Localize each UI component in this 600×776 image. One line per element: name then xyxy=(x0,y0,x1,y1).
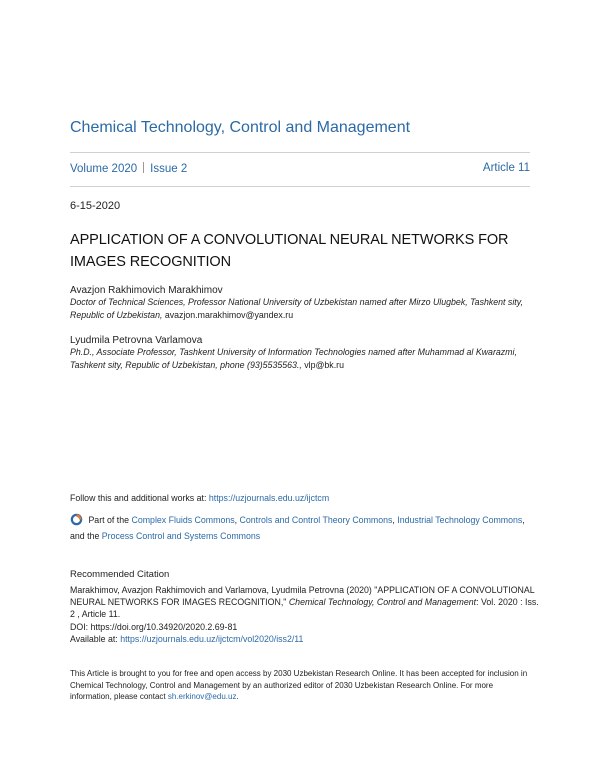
footer-end: . xyxy=(236,692,239,701)
author-affiliation xyxy=(70,346,540,371)
affiliation-text: Doctor of Technical Sciences, Professor National University of Uzbekistan named after Mirzo Ulugbek, Tashkent sity, Republic of Uzbekistan, xyxy=(70,297,523,320)
affiliation-text: Ph.D., Associate Professor, Tashkent University of Information Technologies named after Muhammad al Kwarazmi, Tashkent sity, Republic of Uzbekistan, phone (93)5535563., xyxy=(70,347,517,370)
volume-issue-row xyxy=(70,162,530,175)
publication-date: 6-15-2020 xyxy=(70,200,121,212)
separator: , and the xyxy=(70,515,525,541)
paper-title: APPLICATION OF A CONVOLUTIONAL NEURAL NETWORKS FOR IMAGES RECOGNITION xyxy=(70,232,509,270)
author-name: Lyudmila Petrovna Varlamova xyxy=(70,335,203,346)
author-affiliation xyxy=(70,296,540,321)
journal-title[interactable]: Chemical Technology, Control and Management xyxy=(70,119,411,136)
follow-line xyxy=(70,493,329,503)
follow-text: Follow this and additional works at: xyxy=(70,493,209,503)
commons-link-industrial[interactable]: Industrial Technology Commons xyxy=(397,515,523,525)
part-of-prefix: Part of the xyxy=(86,515,132,525)
author-name: Avazjon Rakhimovich Marakhimov xyxy=(70,285,223,296)
collection-link[interactable]: https://uzjournals.edu.uz/ijctcm xyxy=(208,493,330,503)
volume-link[interactable]: Volume 2020 xyxy=(70,163,138,175)
footer-notice xyxy=(70,668,530,703)
open-access-icon xyxy=(70,513,83,526)
author-email: avazjon.marakhimov@yandex.ru xyxy=(162,309,294,320)
vertical-divider xyxy=(143,162,144,173)
part-of-line xyxy=(70,512,540,544)
available-label: Available at: xyxy=(70,633,121,644)
citation-doi: DOI: https://doi.org/10.34920/2020.2.69-81 xyxy=(70,621,238,632)
commons-link-process-control[interactable]: Process Control and Systems Commons xyxy=(101,531,261,541)
citation-body xyxy=(70,584,540,645)
commons-link-complex-fluids[interactable]: Complex Fluids Commons xyxy=(131,515,235,525)
bottom-divider xyxy=(70,186,530,187)
commons-link-controls[interactable]: Controls and Control Theory Commons xyxy=(239,515,393,525)
top-divider xyxy=(70,152,530,153)
citation-text: Marakhimov, Avazjon Rakhimovich and Varlamova, Lyudmila Petrovna (2020) "APPLICATION OF A CONVOLUTIONAL NEURAL NETWORKS FOR IMAGES RECOGNITION," xyxy=(70,585,535,608)
issue-link[interactable]: Issue 2 xyxy=(150,163,188,175)
citation-heading: Recommended Citation xyxy=(70,569,170,580)
author-email: vlp@bk.ru xyxy=(301,359,344,370)
available-link[interactable]: https://uzjournals.edu.uz/ijctcm/vol2020/iss2/11 xyxy=(120,633,304,644)
citation-suffix: : Vol. 2020 : Iss. 2 , Article 11. xyxy=(70,597,539,620)
footer-text: This Article is brought to you for free and open access by 2030 Uzbekistan Research Online. It has been accepted for inclusion in Chemical Technology, Control and Management by an authorized editor of 2030 Uzbekistan Research Online. For more information, please contact xyxy=(70,669,528,701)
contact-email-link[interactable]: sh.erkinov@edu.uz xyxy=(167,692,237,701)
citation-journal: Chemical Technology, Control and Management xyxy=(288,597,477,608)
article-link[interactable]: Article 11 xyxy=(482,162,530,174)
separator: , xyxy=(392,515,398,525)
separator: , xyxy=(234,515,240,525)
